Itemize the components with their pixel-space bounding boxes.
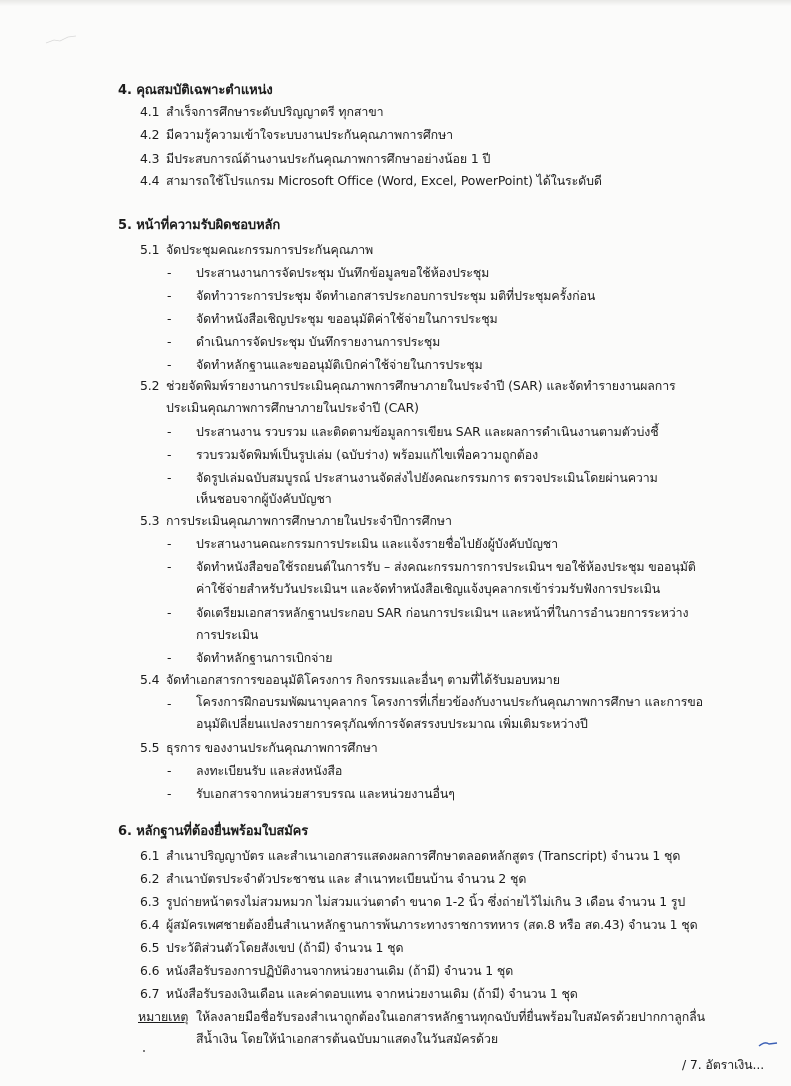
item-6-4: ผู้สมัครเพศชายต้องยื่นสำเนาหลักฐานการพ้นภาระทางราชการทหาร (สด.8 หรือ สด.43) จำนวน 1 ชุด — [166, 917, 698, 932]
item-6-7: หนังสือรับรองเงินเดือน และค่าตอบแทน จากหน่วยงานเดิม (ถ้ามี) จำนวน 1 ชุด — [166, 986, 578, 1001]
bullet-dash: - — [167, 357, 172, 372]
bullet-5-4-a-1: โครงการฝึกอบรมพัฒนาบุคลากร โครงการที่เกี่ยวข้องกับงานประกันคุณภาพการศึกษา และการขอ — [196, 694, 703, 709]
section-6-heading: 6. หลักฐานที่ต้องยื่นพร้อมใบสมัคร — [118, 824, 309, 839]
bullet-5-3-c-2: การประเมิน — [196, 627, 259, 642]
bullet-5-1-a: ประสานงานการจัดประชุม บันทึกข้อมูลขอใช้ห้องประชุม — [196, 265, 490, 280]
item-6-6: หนังสือรับรองการปฏิบัติงานจากหน่วยงานเดิม (ถ้ามี) จำนวน 1 ชุด — [166, 963, 514, 978]
bullet-dash: - — [167, 447, 172, 462]
item-6-1-num: 6.1 — [140, 848, 160, 863]
item-6-1: สำเนาปริญญาบัตร และสำเนาเอกสารแสดงผลการศึกษาตลอดหลักสูตร (Transcript) จำนวน 1 ชุด — [166, 848, 681, 863]
item-4-1: สำเร็จการศึกษาระดับปริญญาตรี ทุกสาขา — [166, 104, 384, 119]
bullet-5-2-c-2: เห็นชอบจากผู้บังคับบัญชา — [196, 491, 332, 506]
note-line-2: สีน้ำเงิน โดยให้นำเอกสารต้นฉบับมาแสดงในวันสมัครด้วย — [196, 1031, 498, 1046]
bullet-5-3-c-1: จัดเตรียมเอกสารหลักฐานประกอบ SAR ก่อนการประเมินฯ และหน้าที่ในการอำนวยการระหว่าง — [196, 605, 689, 620]
item-4-3-num: 4.3 — [140, 151, 160, 166]
bullet-dash: - — [167, 288, 172, 303]
bullet-dash: - — [167, 650, 172, 665]
note-label: หมายเหตุ — [138, 1009, 189, 1024]
bullet-5-3-d: จัดทำหลักฐานการเบิกจ่าย — [196, 650, 333, 665]
item-6-5: ประวัติส่วนตัวโดยสังเขป (ถ้ามี) จำนวน 1 ชุด — [166, 940, 404, 955]
bullet-dash: - — [167, 311, 172, 326]
item-4-1-num: 4.1 — [140, 104, 160, 119]
item-4-2: มีความรู้ความเข้าใจระบบงานประกันคุณภาพการศึกษา — [166, 127, 453, 142]
item-6-7-num: 6.7 — [140, 986, 160, 1001]
bullet-5-3-a: ประสานงานคณะกรรมการประเมิน และแจ้งรายชื่อไปยังผู้บังคับบัญชา — [196, 536, 558, 551]
item-6-5-num: 6.5 — [140, 940, 160, 955]
item-4-4-num: 4.4 — [140, 173, 160, 188]
item-5-2-title-1: ช่วยจัดพิมพ์รายงานการประเมินคุณภาพการศึกษาภายในประจำปี (SAR) และจัดทำรายงานผลการ — [166, 378, 676, 393]
bullet-dash: - — [167, 334, 172, 349]
item-6-3: รูปถ่ายหน้าตรงไม่สวมหมวก ไม่สวมแว่นตาดำ ขนาด 1-2 นิ้ว ซึ่งถ่ายไว้ไม่เกิน 3 เดือน จำนวน 1 รูป — [166, 894, 686, 909]
item-4-3: มีประสบการณ์ด้านงานประกันคุณภาพการศึกษาอย่างน้อย 1 ปี — [166, 151, 491, 166]
bullet-5-1-c: จัดทำหนังสือเชิญประชุม ขออนุมัติค่าใช้จ่ายในการประชุม — [196, 311, 498, 326]
bullet-5-2-a: ประสานงาน รวบรวม และติดตามข้อมูลการเขียน SAR และผลการดำเนินงานตามตัวบ่งชี้ — [196, 424, 659, 439]
bullet-dash: - — [167, 559, 172, 574]
bullet-5-3-b-1: จัดทำหนังสือขอใช้รถยนต์ในการรับ – ส่งคณะกรรมการการประเมินฯ ขอใช้ห้องประชุม ขออนุมัติ — [196, 559, 696, 574]
bullet-dash: - — [167, 536, 172, 551]
item-4-4: สามารถใช้โปรแกรม Microsoft Office (Word, Excel, PowerPoint) ได้ในระดับดี — [166, 173, 602, 188]
scan-dot — [143, 1050, 145, 1052]
item-5-4-num: 5.4 — [140, 672, 160, 687]
item-6-3-num: 6.3 — [140, 894, 160, 909]
item-6-6-num: 6.6 — [140, 963, 160, 978]
item-5-5-num: 5.5 — [140, 740, 160, 755]
bullet-5-4-a-2: อนุมัติเปลี่ยนแปลงรายการครุภัณฑ์การจัดสรรงบประมาณ เพิ่มเติมระหว่างปี — [196, 716, 588, 731]
bullet-5-1-b: จัดทำวาระการประชุม จัดทำเอกสารประกอบการประชุม มติที่ประชุมครั้งก่อน — [196, 288, 596, 303]
bullet-5-5-a: ลงทะเบียนรับ และส่งหนังสือ — [196, 763, 343, 778]
section-4-heading: 4. คุณสมบัติเฉพาะตำแหน่ง — [118, 83, 273, 98]
bullet-5-2-c-1: จัดรูปเล่มฉบับสมบูรณ์ ประสานงานจัดส่งไปยังคณะกรรมการ ตรวจประเมินโดยผ่านความ — [196, 470, 658, 485]
item-5-2-num: 5.2 — [140, 378, 160, 393]
section-5-heading: 5. หน้าที่ความรับผิดชอบหลัก — [118, 218, 281, 233]
item-5-3-title: การประเมินคุณภาพการศึกษาภายในประจำปีการศึกษา — [166, 513, 452, 528]
bullet-dash: - — [167, 424, 172, 439]
bullet-dash: - — [167, 786, 172, 801]
bullet-5-3-b-2: ค่าใช้จ่ายสำหรับวันประเมินฯ และจัดทำหนังสือเชิญแจ้งบุคลากรเข้าร่วมรับฟังการประเมิน — [196, 581, 661, 596]
item-5-1-title: จัดประชุมคณะกรรมการประกันคุณภาพ — [166, 242, 374, 257]
bullet-dash: - — [167, 605, 172, 620]
bullet-dash: - — [167, 470, 172, 485]
item-6-2-num: 6.2 — [140, 871, 160, 886]
bullet-5-5-b: รับเอกสารจากหน่วยสารบรรณ และหน่วยงานอื่นๆ — [196, 786, 455, 801]
item-5-5-title: ธุรการ ของงานประกันคุณภาพการศึกษา — [166, 740, 378, 755]
bullet-dash: - — [167, 763, 172, 778]
item-6-2: สำเนาบัตรประจำตัวประชาชน และ สำเนาทะเบียนบ้าน จำนวน 2 ชุด — [166, 871, 527, 886]
item-6-4-num: 6.4 — [140, 917, 160, 932]
bullet-5-1-d: ดำเนินการจัดประชุม บันทึกรายงานการประชุม — [196, 334, 441, 349]
item-5-3-num: 5.3 — [140, 513, 160, 528]
bullet-5-2-b: รวบรวมจัดพิมพ์เป็นรูปเล่ม (ฉบับร่าง) พร้อมแก้ไขเพื่อความถูกต้อง — [196, 447, 539, 462]
note-line-1: ให้ลงลายมือชื่อรับรองสำเนาถูกต้องในเอกสารหลักฐานทุกฉบับที่ยื่นพร้อมใบสมัครด้วยปากกาลูกลื่น — [196, 1009, 705, 1024]
item-4-2-num: 4.2 — [140, 127, 160, 142]
item-5-4-title: จัดทำเอกสารการขออนุมัติโครงการ กิจกรรมและอื่นๆ ตามที่ได้รับมอบหมาย — [166, 672, 560, 687]
bullet-dash: - — [167, 696, 172, 711]
bullet-dash: - — [167, 265, 172, 280]
item-5-1-num: 5.1 — [140, 242, 160, 257]
page-continuation: / 7. อัตราเงิน... — [682, 1057, 765, 1072]
bullet-5-1-e: จัดทำหลักฐานและขออนุมัติเบิกค่าใช้จ่ายในการประชุม — [196, 357, 483, 372]
pen-mark-icon — [757, 1038, 779, 1050]
item-5-2-title-2: ประเมินคุณภาพการศึกษาภายในประจำปี (CAR) — [166, 400, 419, 415]
